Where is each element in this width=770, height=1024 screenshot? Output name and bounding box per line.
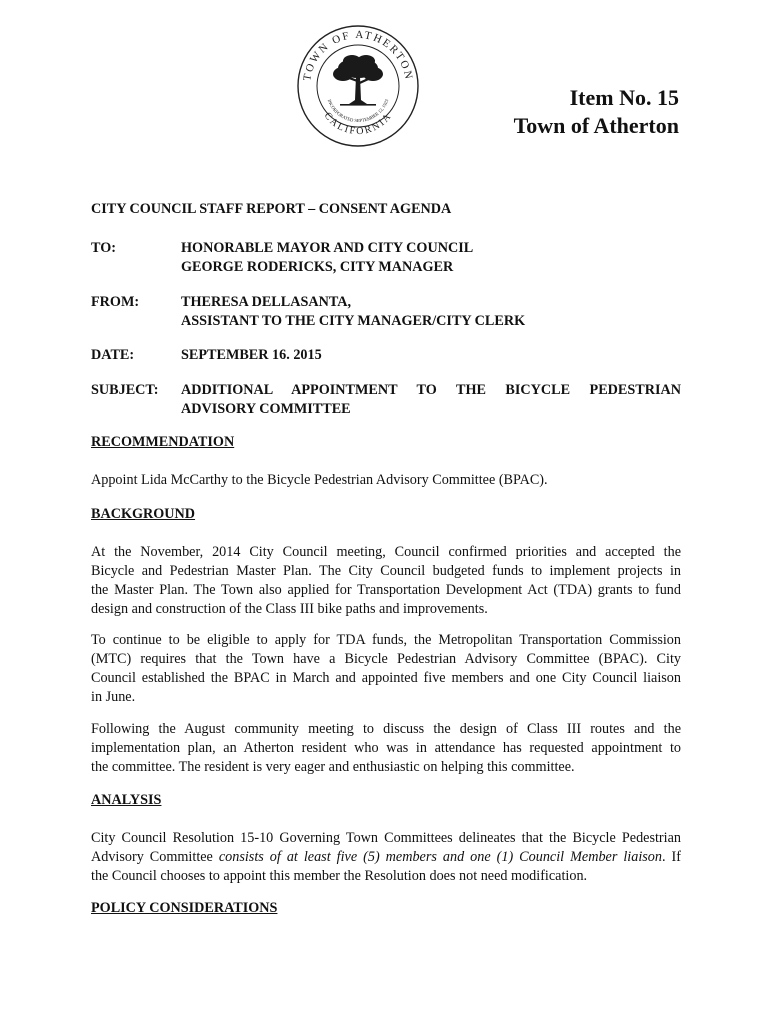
paragraph-line: in June. (91, 689, 136, 705)
item-header (514, 84, 679, 140)
town-name: Town of Atherton (513, 113, 679, 138)
memo-from-line: ASSISTANT TO THE CITY MANAGER/CITY CLERK (181, 313, 526, 329)
paragraph-line: At the November, 2014 City Council meeting, Council confirmed priorities and accepted the (91, 544, 681, 560)
town-seal-logo (296, 24, 420, 148)
recommendation-heading: RECOMMENDATION (91, 434, 235, 450)
memo-to-label: TO: (91, 240, 116, 256)
seal-bottom-text: CALIFORNIA (321, 110, 395, 138)
background-paragraph-1 (91, 543, 681, 619)
item-number: Item No. 15 (569, 85, 679, 110)
paragraph-line: Bicycle and Pedestrian Master Plan. The City Council budgeted funds to implement projects in (91, 563, 681, 579)
analysis-heading: ANALYSIS (91, 792, 162, 808)
paragraph-line: design and construction of the Class III bike paths and improvements. (91, 601, 488, 617)
paragraph-line: Following the August community meeting to discuss the design of Class III routes and the (91, 721, 681, 737)
recommendation-text (91, 471, 681, 490)
paragraph-line: the Council chooses to appoint this member the Resolution does not need modification. (91, 868, 588, 884)
memo-to-line: GEORGE RODERICKS, CITY MANAGER (181, 259, 454, 275)
memo-to (91, 239, 681, 277)
recommendation-line: Appoint Lida McCarthy to the Bicycle Pedestrian Advisory Committee (BPAC). (91, 472, 548, 488)
memo-to-line: HONORABLE MAYOR AND CITY COUNCIL (181, 240, 474, 256)
memo-subject-label: SUBJECT: (91, 382, 159, 398)
memo-subject-line: ADVISORY COMMITTEE (181, 401, 351, 417)
background-paragraph-2 (91, 631, 681, 707)
paragraph-line: To continue to be eligible to apply for TDA funds, the Metropolitan Transportation Commission (91, 632, 681, 648)
svg-text:CALIFORNIA (322, 110, 395, 137)
policy-considerations-heading: POLICY CONSIDERATIONS (91, 900, 278, 916)
report-title: CITY COUNCIL STAFF REPORT – CONSENT AGENDA (91, 201, 452, 217)
paragraph-line: the committee. The resident is very eager and enthusiastic on helping this committee. (91, 759, 575, 775)
seal-inner-text: INCORPORATED SEPTEMBER 12, 1923 (326, 98, 390, 124)
paragraph-line: implementation plan, an Atherton resident who was in attendance has requested appointment to (91, 740, 681, 756)
analysis-paragraph (91, 829, 681, 886)
memo-from-line: THERESA DELLASANTA, (181, 294, 352, 310)
paragraph-line: Council established the BPAC in March and appointed five members and one City Council liaison (91, 670, 681, 686)
memo-date-value: SEPTEMBER 16. 2015 (181, 347, 322, 363)
seal-top-text: TOWN OF ATHERTON (301, 28, 415, 82)
background-heading: BACKGROUND (91, 506, 196, 522)
memo-subject (91, 381, 681, 419)
memo-date-label: DATE: (91, 347, 135, 363)
memo-subject-line: ADDITIONAL APPOINTMENT TO THE BICYCLE PEDESTRIAN (181, 382, 681, 398)
paragraph-line (91, 848, 681, 867)
analysis-text-post: . If (662, 849, 681, 865)
paragraph-line: the Master Plan. The Town also applied for Transportation Development Act (TDA) grants to fund (91, 582, 681, 598)
analysis-text-pre: Advisory Committee (91, 849, 219, 865)
paragraph-line: City Council Resolution 15-10 Governing Town Committees delineates that the Bicycle Pedestrian (91, 830, 681, 846)
memo-from-label: FROM: (91, 294, 140, 310)
memo-from (91, 293, 681, 331)
background-paragraph-3 (91, 720, 681, 777)
paragraph-line: (MTC) requires that the Town have a Bicycle Pedestrian Advisory Committee (BPAC). City (91, 651, 681, 667)
memo-date (91, 346, 681, 365)
analysis-text-emphasis: consists of at least five (5) members and one (1) Council Member liaison (218, 849, 662, 865)
